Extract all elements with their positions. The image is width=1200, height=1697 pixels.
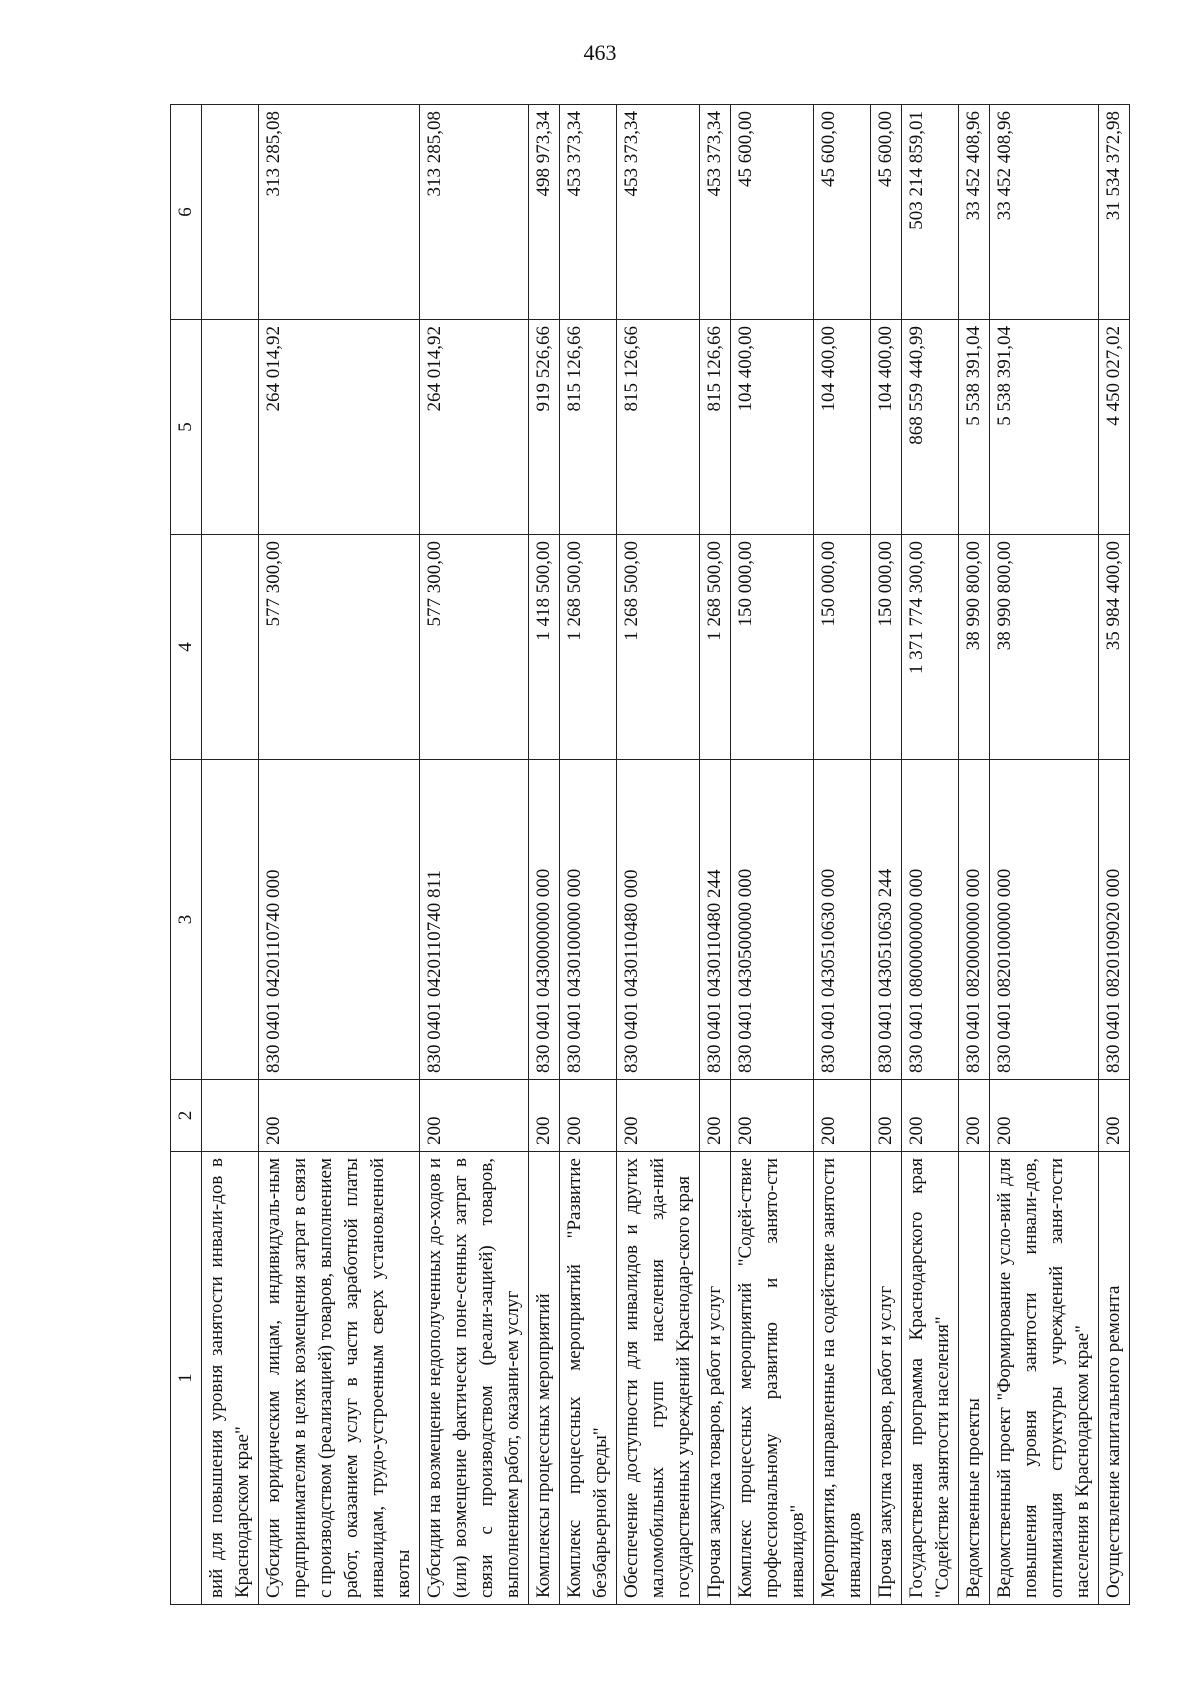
row-code-cell — [202, 760, 259, 1080]
row-section-cell: 200 — [617, 1080, 700, 1152]
header-col-6: 6 — [171, 105, 202, 320]
table-row — [731, 105, 814, 1605]
page-number: 463 — [583, 40, 617, 65]
table-row — [617, 105, 700, 1605]
row-value-col4: 1 268 500,00 — [560, 535, 617, 760]
row-section-cell: 200 — [731, 1080, 814, 1152]
table-row — [871, 105, 902, 1605]
row-value-col4: 150 000,00 — [814, 535, 871, 760]
budget-table — [170, 104, 1130, 1605]
row-code-cell: 830 0401 0820000000 000 — [959, 760, 990, 1080]
row-section-cell: 200 — [529, 1080, 560, 1152]
header-col-1: 1 — [171, 1152, 202, 1605]
row-value-col4: 1 268 500,00 — [617, 535, 700, 760]
row-value-col4: 35 984 400,00 — [1099, 535, 1130, 760]
row-value-col5: 815 126,66 — [560, 320, 617, 535]
row-code-cell: 830 0401 0820100000 000 — [990, 760, 1099, 1080]
row-value-col5: 4 450 027,02 — [1099, 320, 1130, 535]
row-value-col5: 919 526,66 — [529, 320, 560, 535]
row-value-col6: 453 373,34 — [560, 105, 617, 320]
row-value-col6: 45 600,00 — [731, 105, 814, 320]
row-section-cell: 200 — [871, 1080, 902, 1152]
table-header-row — [171, 105, 202, 1605]
row-code-cell: 830 0401 0430000000 000 — [529, 760, 560, 1080]
header-col-3: 3 — [171, 760, 202, 1080]
row-section-cell — [202, 1080, 259, 1152]
rotated-table — [170, 105, 1125, 1605]
row-value-col5: 815 126,66 — [617, 320, 700, 535]
table-row — [259, 105, 420, 1605]
row-code-cell: 830 0401 0430110480 000 — [617, 760, 700, 1080]
row-section-cell: 200 — [259, 1080, 420, 1152]
row-value-col4: 577 300,00 — [259, 535, 420, 760]
table-row — [959, 105, 990, 1605]
row-value-col5: 264 014,92 — [259, 320, 420, 535]
row-value-col6: 33 452 408,96 — [990, 105, 1099, 320]
row-name-cell: Прочая закупка товаров, работ и услуг — [700, 1152, 731, 1605]
row-section-cell: 200 — [560, 1080, 617, 1152]
row-value-col6 — [202, 105, 259, 320]
table-row — [990, 105, 1099, 1605]
row-code-cell: 830 0401 0430100000 000 — [560, 760, 617, 1080]
row-section-cell: 200 — [902, 1080, 959, 1152]
row-value-col4 — [202, 535, 259, 760]
row-value-col4: 1 268 500,00 — [700, 535, 731, 760]
row-section-cell: 200 — [700, 1080, 731, 1152]
row-name-cell: Осуществление капитального ремонта — [1099, 1152, 1130, 1605]
row-name-cell: Комплекс процессных мероприятий "Содей-ствие профессиональному развитию и занято-сти инвалидов" — [731, 1152, 814, 1605]
rotated-table-container — [170, 105, 1125, 1605]
row-name-cell: Мероприятия, направленные на содействие занятости инвалидов — [814, 1152, 871, 1605]
row-code-cell: 830 0401 0420110740 000 — [259, 760, 420, 1080]
table-row — [529, 105, 560, 1605]
row-value-col4: 577 300,00 — [420, 535, 529, 760]
row-value-col6: 45 600,00 — [814, 105, 871, 320]
row-name-cell: Ведомственные проекты — [959, 1152, 990, 1605]
row-value-col6: 313 285,08 — [259, 105, 420, 320]
row-name-cell: Субсидии юридическим лицам, индивидуаль-ным предпринимателям в целях возмещения затрат в связи с производством (реализацией) товаров, выполнением работ, оказанием услуг в части заработной платы инвалидам, трудо-устроенным сверх установленной квоты — [259, 1152, 420, 1605]
row-code-cell: 830 0401 0430110480 244 — [700, 760, 731, 1080]
row-value-col5: 5 538 391,04 — [959, 320, 990, 535]
row-code-cell: 830 0401 0430500000 000 — [731, 760, 814, 1080]
table-row — [700, 105, 731, 1605]
row-value-col5: 104 400,00 — [731, 320, 814, 535]
row-value-col4: 38 990 800,00 — [990, 535, 1099, 760]
row-value-col4: 38 990 800,00 — [959, 535, 990, 760]
row-value-col4: 150 000,00 — [871, 535, 902, 760]
row-section-cell: 200 — [959, 1080, 990, 1152]
row-value-col6: 453 373,34 — [700, 105, 731, 320]
row-value-col4: 1 371 774 300,00 — [902, 535, 959, 760]
row-value-col6: 45 600,00 — [871, 105, 902, 320]
table-row — [902, 105, 959, 1605]
row-value-col4: 1 418 500,00 — [529, 535, 560, 760]
row-value-col4: 150 000,00 — [731, 535, 814, 760]
row-code-cell: 830 0401 0800000000 000 — [902, 760, 959, 1080]
row-name-cell: Обеспечение доступности для инвалидов и других маломобильных групп населения зда-ний государственных учреждений Краснодар-ского края — [617, 1152, 700, 1605]
table-row — [560, 105, 617, 1605]
row-value-col6: 33 452 408,96 — [959, 105, 990, 320]
row-value-col5: 5 538 391,04 — [990, 320, 1099, 535]
table-row — [202, 105, 259, 1605]
row-value-col5: 815 126,66 — [700, 320, 731, 535]
row-name-cell: Субсидии на возмещение недополученных до-ходов и (или) возмещение фактически поне-сенных затрат в связи с производством (реали-зацией) товаров, выполнением работ, оказани-ем услуг — [420, 1152, 529, 1605]
header-col-5: 5 — [171, 320, 202, 535]
row-section-cell: 200 — [814, 1080, 871, 1152]
header-col-2: 2 — [171, 1080, 202, 1152]
row-code-cell: 830 0401 0430510630 000 — [814, 760, 871, 1080]
row-name-cell: Государственная программа Краснодарского края "Содействие занятости населения" — [902, 1152, 959, 1605]
row-value-col5: 868 559 440,99 — [902, 320, 959, 535]
row-value-col5 — [202, 320, 259, 535]
row-section-cell: 200 — [420, 1080, 529, 1152]
row-value-col6: 31 534 372,98 — [1099, 105, 1130, 320]
table-body — [202, 105, 1130, 1605]
row-value-col6: 503 214 859,01 — [902, 105, 959, 320]
row-value-col5: 104 400,00 — [871, 320, 902, 535]
row-value-col6: 498 973,34 — [529, 105, 560, 320]
row-name-cell: Прочая закупка товаров, работ и услуг — [871, 1152, 902, 1605]
table-row — [420, 105, 529, 1605]
row-code-cell: 830 0401 0430510630 244 — [871, 760, 902, 1080]
row-code-cell: 830 0401 0820109020 000 — [1099, 760, 1130, 1080]
header-col-4: 4 — [171, 535, 202, 760]
table-row — [814, 105, 871, 1605]
row-code-cell: 830 0401 0420110740 811 — [420, 760, 529, 1080]
row-value-col5: 104 400,00 — [814, 320, 871, 535]
row-section-cell: 200 — [1099, 1080, 1130, 1152]
row-value-col6: 453 373,34 — [617, 105, 700, 320]
row-section-cell: 200 — [990, 1080, 1099, 1152]
row-value-col6: 313 285,08 — [420, 105, 529, 320]
row-value-col5: 264 014,92 — [420, 320, 529, 535]
row-name-cell: вий для повышения уровня занятости инвали-дов в Краснодарском крае" — [202, 1152, 259, 1605]
row-name-cell: Комплексы процессных мероприятий — [529, 1152, 560, 1605]
row-name-cell: Ведомственный проект "Формирование усло-вий для повышения уровня занятости инвали-дов, оптимизация структуры учреждений заня-тости населения в Краснодарском крае" — [990, 1152, 1099, 1605]
table-row — [1099, 105, 1130, 1605]
row-name-cell: Комплекс процессных мероприятий "Развитие безбарьерной среды" — [560, 1152, 617, 1605]
